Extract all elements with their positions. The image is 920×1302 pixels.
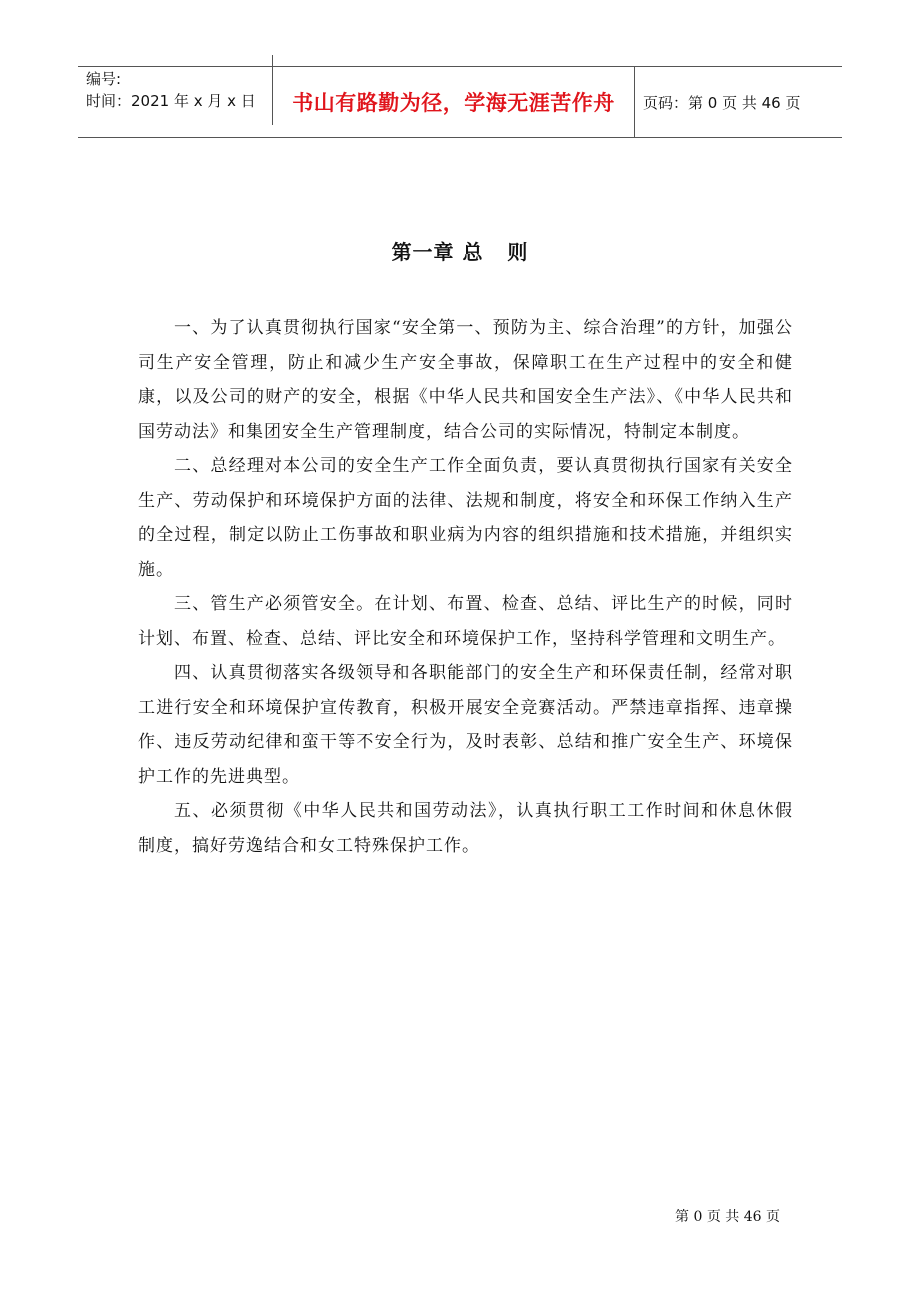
paragraph-3: 三、管生产必须管安全。在计划、布置、检查、总结、评比生产的时候，同时计划、布置、检查、总结、评比安全和环境保护工作，坚持科学管理和文明生产。	[138, 594, 793, 649]
paragraph-4: 四、认真贯彻落实各级领导和各职能部门的安全生产和环保责任制，经常对职工进行安全和环境保护宣传教育，积极开展安全竞赛活动。严禁违章指挥、违章操作、违反劳动纪律和蛮干等不安全行为，及时表彰、总结和推广安全生产、环境保护工作的先进典型。	[138, 663, 793, 787]
header-page-code: 页码：第 0 页 共 46 页	[643, 93, 801, 112]
document-code-label: 编号:	[86, 70, 122, 88]
chapter-title: 第一章 总 则	[391, 240, 529, 264]
paragraph-2: 二、总经理对本公司的安全生产工作全面负责，要认真贯彻执行国家有关安全生产、劳动保护和环境保护方面的法律、法规和制度，将安全和环保工作纳入生产的全过程，制定以防止工伤事故和职业病为内容的组织措施和技术措施，并组织实施。	[138, 456, 793, 580]
page-header	[78, 66, 842, 138]
header-motto: 书山有路勤为径，学海无涯苦作舟	[273, 67, 635, 137]
page-footer: 第 0 页 共 46 页	[675, 1209, 780, 1225]
paragraph-5: 五、必须贯彻《中华人民共和国劳动法》，认真执行职工工作时间和休息休假制度，搞好劳逸结合和女工特殊保护工作。	[138, 801, 793, 856]
document-date: 时间：2021 年 x 月 x 日	[86, 92, 256, 110]
paragraph-1: 一、为了认真贯彻执行国家“安全第一、预防为主、综合治理”的方针，加强公司生产安全管理，防止和减少生产安全事故，保障职工在生产过程中的安全和健康，以及公司的财产的安全，根据《中华人民共和国安全生产法》、《中华人民共和国劳动法》和集团安全生产管理制度，结合公司的实际情况，特制定本制度。	[138, 318, 793, 442]
document-body	[138, 311, 793, 863]
header-meta	[78, 55, 273, 125]
